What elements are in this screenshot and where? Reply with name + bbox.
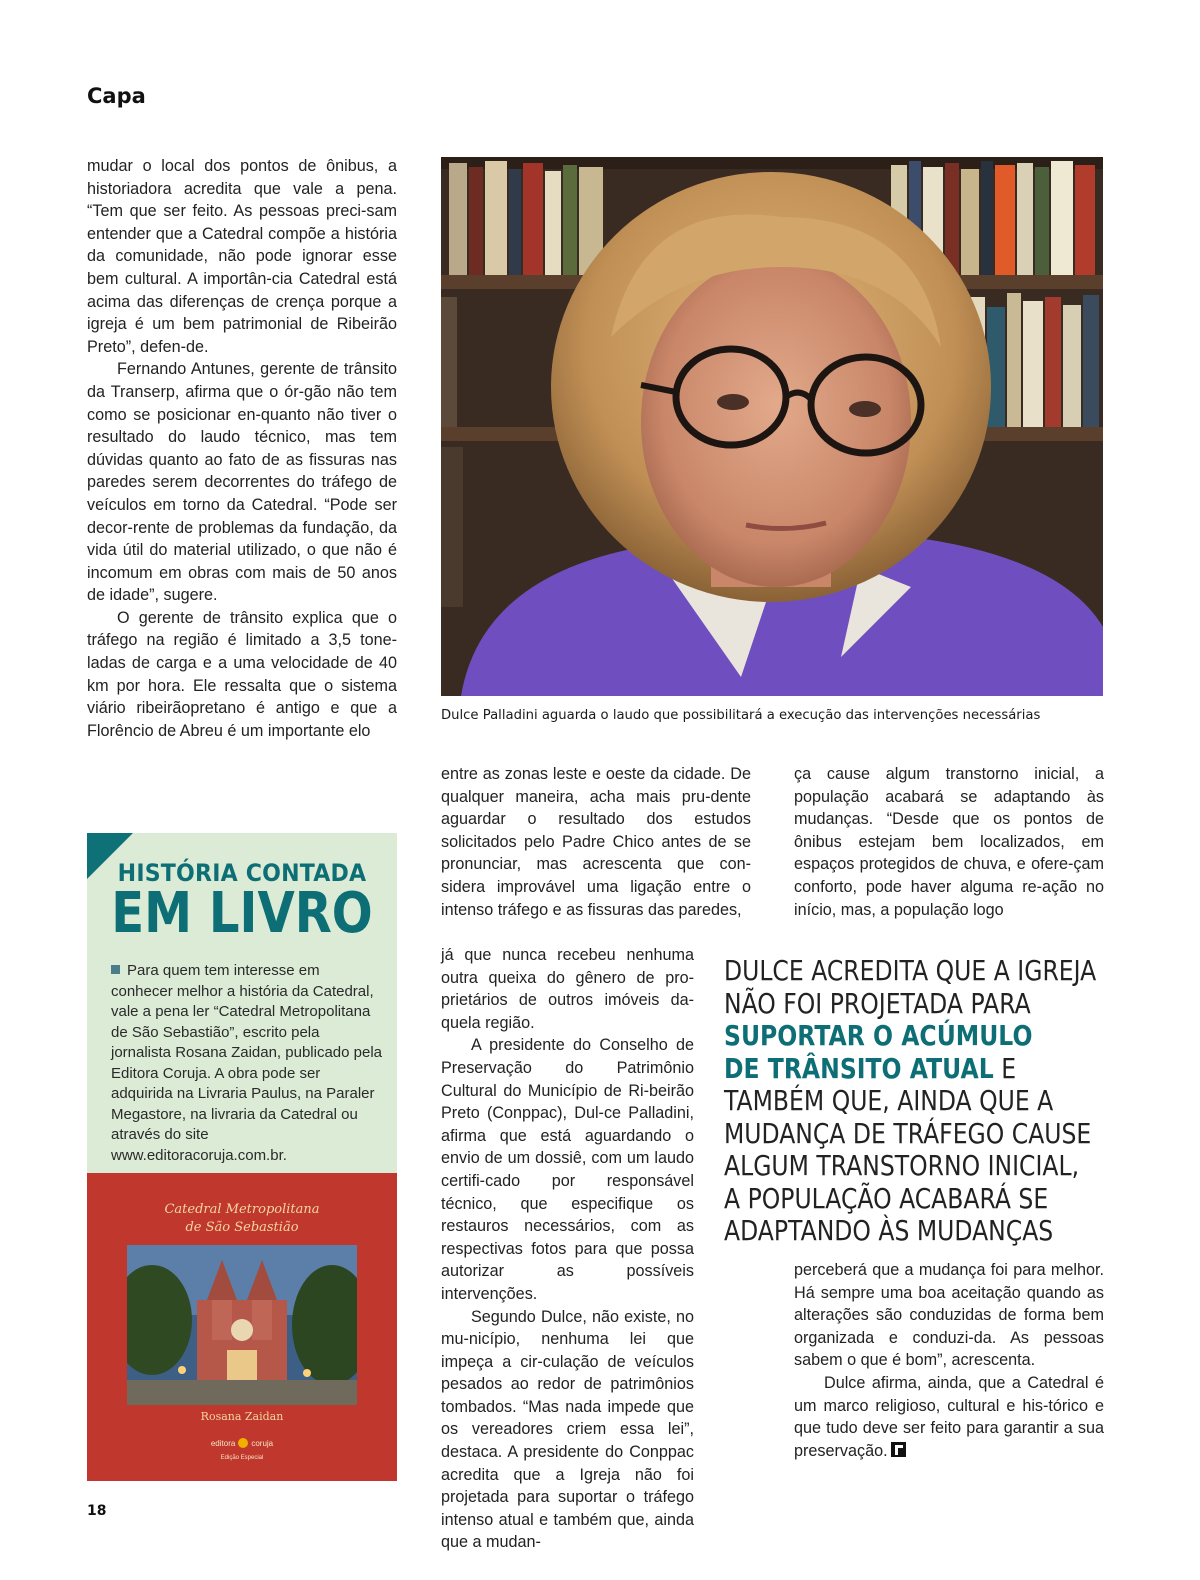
box-text-panel bbox=[87, 833, 397, 1173]
box-body bbox=[111, 961, 383, 1166]
quote-line: DULCE ACREDITA QUE A IGREJA bbox=[724, 954, 1097, 987]
book-title-line1: Catedral Metropolitana bbox=[164, 1202, 320, 1217]
book-author: Rosana Zaidan bbox=[200, 1410, 284, 1423]
section-label: Capa bbox=[87, 84, 146, 108]
paragraph: perceberá que a mudança foi para melhor. Há sempre uma boa aceitação quando as alterações são conduzidas de forma bem organizada e conduzi-da. As pessoas sabem o que é bom”, acrescenta. bbox=[794, 1261, 1104, 1370]
paragraph: já que nunca recebeu nenhuma outra queixa do gênero de pro-prietários de outros imóveis da-quela região. bbox=[441, 946, 694, 1032]
quote-highlight: DE TRÂNSITO ATUAL bbox=[724, 1051, 994, 1085]
paragraph: Segundo Dulce, não existe, no mu-nicípio, nenhuma lei que impeça a cir-culação de veículos pesados ao redor de patrimônios tombados. “Mas nada impede que os vereadores criem essa lei”, destaca. A presidente do Conppac acredita que a Igreja não foi projetada para suportar o tráfego intenso atual e também que, ainda que a mudan- bbox=[441, 1307, 694, 1552]
book-title bbox=[87, 1201, 397, 1237]
publisher-right: coruja bbox=[251, 1439, 274, 1448]
article-column-2-top bbox=[441, 763, 751, 921]
portrait-photo bbox=[441, 157, 1103, 696]
publisher-left: editora bbox=[210, 1439, 236, 1448]
quote-line: A POPULAÇÃO ACABARÁ SE bbox=[724, 1181, 1049, 1215]
pull-quote bbox=[724, 954, 1097, 1248]
book-publisher bbox=[87, 1438, 397, 1448]
article-column-3-top bbox=[794, 763, 1104, 921]
paragraph: O gerente de trânsito explica que o tráfego na região é limitado a 3,5 tone-ladas de carga e a uma velocidade de 40 km por hora. Ele ressalta que o sistema viário ribeirãopretano é antigo e que a Florêncio de Abreu é um importante elo bbox=[87, 608, 397, 740]
paragraph-final bbox=[794, 1372, 1104, 1462]
box-body-text: Para quem tem interesse em conhecer melhor a história da Catedral, vale a pena ler “Catedral Metropolitana de São Sebastião”, escrito pela jornalista Rosana Zaidan, publicado pela Editora Coruja. A obra pode ser adquirida na Livraria Paulus, na Paraler Megastore, na livraria da Catedral ou através do site www.editoracoruja.com.br. bbox=[111, 962, 383, 1164]
quote-line: NÃO FOI PROJETADA PARA bbox=[724, 986, 1031, 1020]
book-cover bbox=[87, 1173, 397, 1481]
quote-line: MUDANÇA DE TRÁFEGO CAUSE bbox=[724, 1116, 1092, 1150]
paragraph: entre as zonas leste e oeste da cidade. De qualquer maneira, acha mais pru-dente aguardar o resultado dos estudos solicitados pelo Padre Chico antes de se pronunciar, mas acrescenta que con-sidera improvável uma ligação entre o intenso tráfego e as fissuras das paredes, bbox=[441, 765, 751, 919]
paragraph: Fernando Antunes, gerente de trânsito da Transerp, afirma que o ór-gão não tem como se posicionar en-quanto não tiver o resultado do laudo técnico, mas tem dúvidas quanto ao fato de as fissuras nas paredes serem decorrentes do tráfego de veículos em torno da Catedral. “Pode ser decor-rente de problemas da fundação, da vida útil do material utilizado, o que não é incomum em obras com mais de 50 anos de idade”, sugere. bbox=[87, 360, 397, 605]
page-number: 18 bbox=[87, 1503, 107, 1519]
quote-line: TAMBÉM QUE, AINDA QUE A bbox=[724, 1084, 1054, 1117]
paragraph-text: Dulce afirma, ainda, que a Catedral é um marco religioso, cultural e his-tórico e que tudo deve ser feito para garantir a sua preservação. bbox=[794, 1373, 1104, 1460]
book-title-line2: de São Sebastião bbox=[185, 1220, 299, 1235]
article-column-2-bottom bbox=[441, 944, 694, 1554]
quote-tail: E bbox=[993, 1051, 1017, 1085]
box-title-line1: HISTÓRIA CONTADA bbox=[117, 859, 367, 887]
quote-line-mixed bbox=[724, 1053, 1052, 1086]
article-column-3-bottom bbox=[794, 1259, 1104, 1462]
paragraph: A presidente do Conselho de Preservação do Patrimônio Cultural do Município de Ri-beirão Preto (Conppac), Dul-ce Palladini, afirma que está aguardando o envio de um dossiê, com um laudo certifi-cado por responsável técnico, que especifique os restauros necessários, com as respectivas fotos para que possa autorizar as possíveis intervenções. bbox=[441, 1036, 694, 1303]
cathedral-picture bbox=[127, 1245, 357, 1405]
paragraph: mudar o local dos pontos de ônibus, a historiadora acredita que vale a pena. “Tem que ser feito. As pessoas preci-sam entender que a Catedral compõe a história da comunidade, não pode ignorar esse bem cultural. A importân-cia Catedral está acima das diferenças de crença porque a igreja é um bem patrimonial de Ribeirão Preto”, defen-de. bbox=[87, 157, 397, 356]
quote-highlight: SUPORTAR O ACÚMULO bbox=[724, 1019, 1033, 1052]
end-mark-icon bbox=[891, 1442, 906, 1457]
paragraph: ça cause algum transtorno inicial, a população acabará se adaptando às mudanças. “Desde que os pontos de ônibus estejam bem localizados, em espaços protegidos de chuva, e ofere-çam conforto, pode haver alguma re-ação no início, mas, a população logo bbox=[794, 765, 1104, 919]
quote-line: ADAPTANDO ÀS MUDANÇAS bbox=[724, 1214, 1054, 1247]
book-edition: Edição Especial bbox=[220, 1455, 264, 1461]
bullet-square-icon bbox=[111, 965, 120, 974]
owl-logo-icon bbox=[238, 1438, 248, 1448]
quote-line: ALGUM TRANSTORNO INICIAL, bbox=[724, 1149, 1080, 1182]
box-title-line2: EM LIVRO bbox=[111, 881, 373, 946]
photo-caption: Dulce Palladini aguarda o laudo que possibilitará a execução das intervenções necessárias bbox=[441, 708, 1041, 723]
book-sidebar-box bbox=[87, 833, 397, 1481]
article-column-1 bbox=[87, 155, 397, 742]
